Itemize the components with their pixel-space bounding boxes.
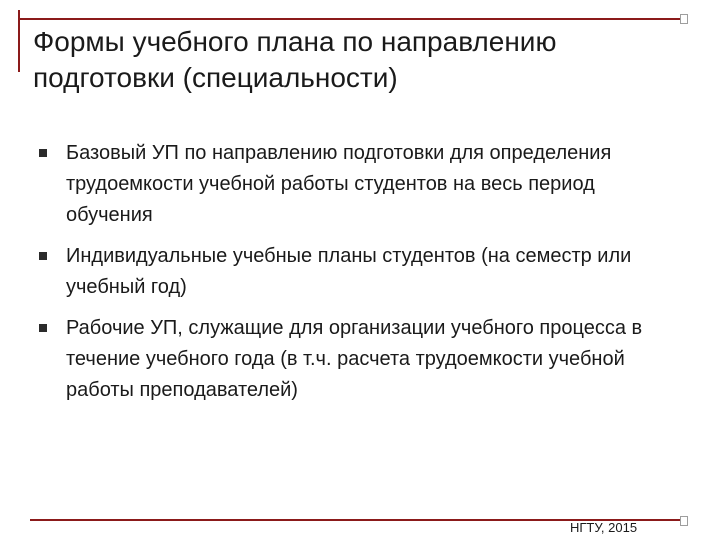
footer-text: НГТУ, 2015 [570, 520, 638, 535]
bullet-item-base-plan [36, 138, 656, 231]
bullet-list [36, 138, 656, 416]
square-bullet-icon [39, 324, 47, 332]
bullet-item-working-plans [36, 313, 656, 406]
title-horizontal-rule [18, 18, 681, 20]
corner-marker-bottom [680, 516, 688, 526]
slide-title: Формы учебного плана по направлению подготовки (специальности) [33, 26, 557, 93]
bullet-text: Индивидуальные учебные планы студентов (на семестр или учебный год) [66, 245, 632, 298]
square-bullet-icon [39, 149, 47, 157]
bullet-text: Рабочие УП, служащие для организации учебного процесса в течение учебного года (в т.ч. расчета трудоемкости учебной работы преподавателей) [66, 317, 643, 401]
square-bullet-icon [39, 252, 47, 260]
corner-marker-top [680, 14, 688, 24]
bullet-text: Базовый УП по направлению подготовки для определения трудоемкости учебной работы студентов на весь период обучения [66, 142, 612, 226]
bullet-item-individual-plans [36, 241, 656, 303]
